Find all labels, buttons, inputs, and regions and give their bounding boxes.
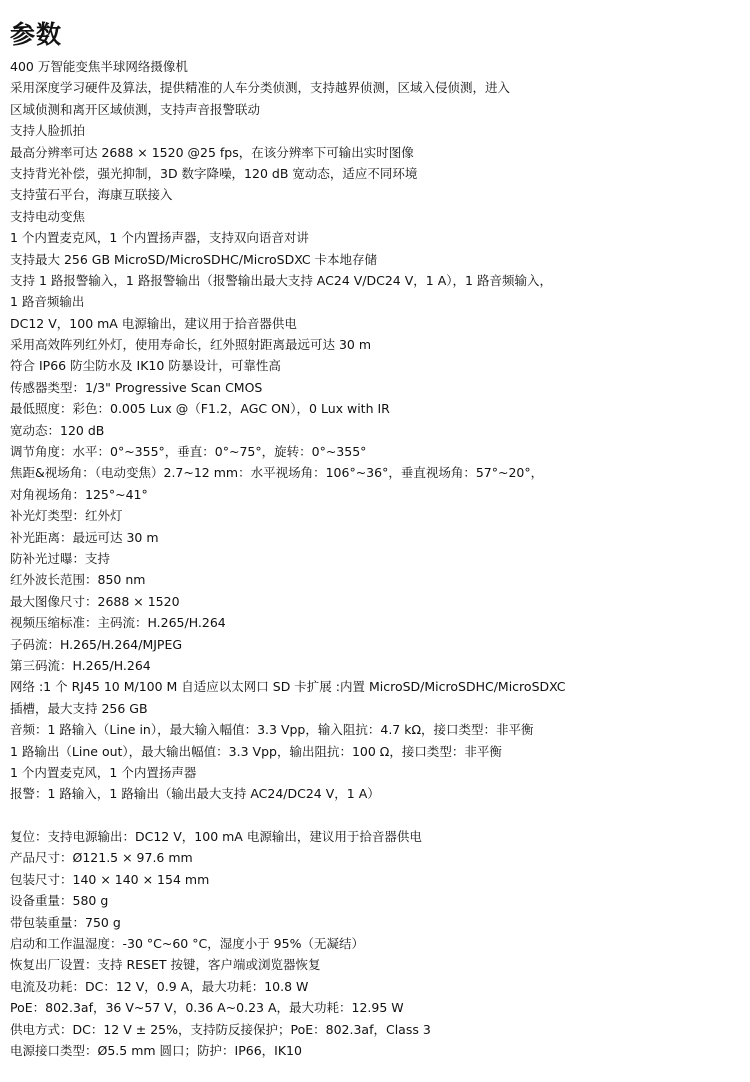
- spec-line: 视频压缩标准：主码流：H.265/H.264: [10, 615, 226, 631]
- spec-line: 采用高效阵列红外灯，使用寿命长，红外照射距离最远可达 30 m: [10, 337, 372, 353]
- spec-line: 恢复出厂设置：支持 RESET 按键，客户端或浏览器恢复: [10, 957, 321, 973]
- spec-line: 供电方式：DC：12 V ± 25%，支持防反接保护；PoE：802.3af，Class 3: [10, 1021, 431, 1037]
- spec-line: 产品尺寸：Ø121.5 × 97.6 mm: [10, 850, 193, 866]
- spec-line: 报警：1 路输入，1 路输出（输出最大支持 AC24/DC24 V，1 A）: [10, 786, 380, 802]
- spec-line: 1 路输出（Line out），最大输出幅值：3.3 Vpp，输出阻抗：100 Ω，接口类型：非平衡: [10, 743, 502, 759]
- spec-line: 红外波长范围：850 nm: [10, 572, 146, 588]
- spec-line: 支持最大 256 GB MicroSD/MicroSDHC/MicroSDXC 卡本地存储: [10, 251, 378, 267]
- spec-line: 包装尺寸：140 × 140 × 154 mm: [10, 871, 210, 887]
- spec-line: 最低照度：彩色：0.005 Lux @（F1.2，AGC ON），0 Lux with IR: [10, 401, 390, 417]
- spec-line: 支持人脸抓拍: [10, 123, 86, 139]
- spec-line: 电源接口类型：Ø5.5 mm 圆口；防护：IP66，IK10: [10, 1042, 302, 1058]
- spec-document: [10, 17, 745, 1061]
- spec-list: [10, 56, 745, 1061]
- spec-line: PoE：802.3af，36 V~57 V，0.36 A~0.23 A，最大功耗：12.95 W: [10, 1000, 404, 1016]
- spec-line: DC12 V，100 mA 电源输出，建议用于拾音器供电: [10, 315, 297, 331]
- spec-line: 宽动态：120 dB: [10, 422, 105, 438]
- spec-line: 调节角度：水平：0°~355°，垂直：0°~75°，旋转：0°~355°: [10, 444, 367, 460]
- spec-line: 支持 1 路报警输入，1 路报警输出（报警输出最大支持 AC24 V/DC24 V，1 A），1 路音频输入，: [10, 272, 552, 288]
- spec-line: 1 个内置麦克风，1 个内置扬声器，支持双向语音对讲: [10, 230, 309, 246]
- spec-line: 音频：1 路输入（Line in），最大输入幅值：3.3 Vpp，输入阻抗：4.7 kΩ，接口类型：非平衡: [10, 722, 534, 738]
- spec-line: 网络 :1 个 RJ45 10 M/100 M 自适应以太网口 SD 卡扩展 :内置 MicroSD/MicroSDHC/MicroSDXC: [10, 679, 566, 695]
- spec-line: 插槽，最大支持 256 GB: [10, 700, 148, 716]
- spec-line: 设备重量：580 g: [10, 893, 109, 909]
- spec-line: 第三码流：H.265/H.264: [10, 657, 151, 673]
- spec-line: 补光距离：最远可达 30 m: [10, 529, 159, 545]
- spec-line: 400 万智能变焦半球网络摄像机: [10, 59, 188, 74]
- spec-line: 支持电动变焦: [10, 208, 86, 224]
- spec-line: 启动和工作温湿度：-30 °C~60 °C，湿度小于 95%（无凝结）: [10, 936, 364, 952]
- spec-line: 支持背光补偿，强光抑制，3D 数字降噪，120 dB 宽动态，适应不同环境: [10, 165, 418, 181]
- spec-line: 最高分辨率可达 2688 × 1520 @25 fps，在该分辨率下可输出实时图像: [10, 144, 414, 160]
- page-title: 参数: [10, 20, 63, 49]
- spec-line: 电流及功耗：DC：12 V，0.9 A，最大功耗：10.8 W: [10, 978, 309, 994]
- spec-line: 1 路音频输出: [10, 294, 85, 310]
- spec-line: 焦距&视场角：（电动变焦）2.7~12 mm：水平视场角：106°~36°，垂直视场角：57°~20°，: [10, 465, 544, 481]
- spec-line: 1 个内置麦克风，1 个内置扬声器: [10, 764, 197, 780]
- spacer-line: [10, 805, 745, 826]
- spec-line: 采用深度学习硬件及算法，提供精准的人车分类侦测，支持越界侦测，区域入侵侦测，进入: [10, 80, 511, 96]
- spec-line: 复位：支持电源输出：DC12 V，100 mA 电源输出，建议用于拾音器供电: [10, 829, 422, 845]
- spec-line: 对角视场角：125°~41°: [10, 486, 148, 502]
- spec-line: 带包装重量：750 g: [10, 914, 121, 930]
- spec-line: 符合 IP66 防尘防水及 IK10 防暴设计，可靠性高: [10, 358, 281, 374]
- spec-line: 防补光过曝：支持: [10, 550, 111, 566]
- spec-line: 补光灯类型：红外灯: [10, 508, 123, 524]
- spec-line: 支持萤石平台，海康互联接入: [10, 187, 173, 203]
- spec-line: 传感器类型：1/3" Progressive Scan CMOS: [10, 379, 263, 395]
- spec-line: 区域侦测和离开区域侦测，支持声音报警联动: [10, 101, 261, 117]
- spec-line: 子码流：H.265/H.264/MJPEG: [10, 636, 183, 652]
- spec-line: 最大图像尺寸：2688 × 1520: [10, 593, 180, 609]
